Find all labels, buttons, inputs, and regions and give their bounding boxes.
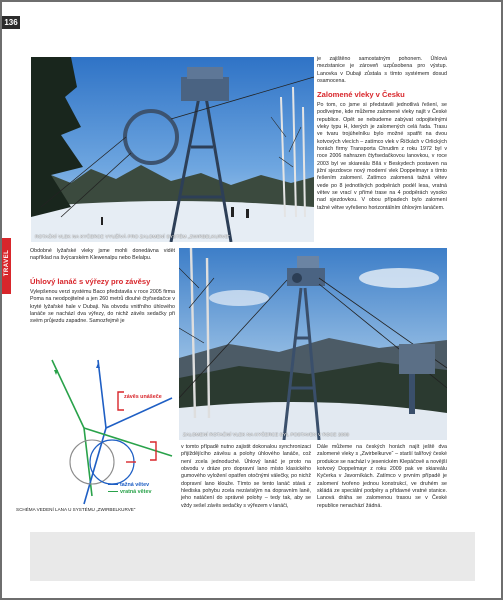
legend-return-swatch xyxy=(108,491,118,493)
photo-1-image xyxy=(31,57,314,242)
legend-traction xyxy=(108,482,151,489)
diagram-zwirbelkurve xyxy=(32,358,177,506)
section-tab-label: TRAVEL xyxy=(4,249,10,277)
photo-ski-lift-kycerka xyxy=(31,57,314,242)
photo-2-image xyxy=(179,248,447,440)
heading-zalomene-vleky: Zalomené vleky v Česku xyxy=(317,90,405,99)
page-number: 136 xyxy=(2,16,20,29)
heading-uhlovy-lanac: Úhlový lanáč s výřezy pro závěsy xyxy=(30,277,151,286)
right-column-body: Po tom, co jsme si představili jednotlivá řešení, se podívejme, kde můžeme zalomené vleky najít v České republice. Opět se nebudeme zabývat odpojitelnými vleky typu H, kterých je zalomených celá řada. Trasu ve tvaru trojúhelníku bylo možné spatřit na dvou kotvových vlecích – zatímco vlek v Říčkách v Orlických horách firmy Transporta Chrudim z roku 1972 byl v roce 2006 nahrazen čtyřsedačkovou lanovkou, v roce 2003 byl ve skiareálu Bílá v Beskydech postaven na jižní sjezdovce nový moderní vlek Doppelmayr s tímto řešením zalomení. Zatímco zalomená tažná větev vede po 8 jednotlivých podpěrách podél lesa, vratná větev se vrací v přímé trase na 4 podpěrách vysoko nad sjezdovkou. V obou případech bylo zalomení tažné větve vyřešeno horizontálním úhlovým lanáčem. xyxy=(317,102,447,211)
section-tab xyxy=(2,238,11,294)
diagram-legend xyxy=(108,482,151,496)
left-column-intro: Obdobné lyžařské vleky jsme mohli donedávna vidět například na švýcarském Klewenalpu nebo Belalpu. xyxy=(30,248,175,262)
legend-return xyxy=(108,489,151,496)
legend-traction-swatch xyxy=(108,484,118,486)
left-column-body: Vylepšenou verzi systému Baco představila v roce 2005 firma Poma na neodpojitelné a jen 260 metrů dlouhé čtyřsedačce v kryté lyžařské hale v Dubaji. Na obvodu vnitřního úhlového lanáče se nachází dva výřezy, do nichž závěs sedačky při svém průjezdu zapadne. Samozřejmě je xyxy=(30,289,175,325)
cable-routing-diagram xyxy=(32,358,177,506)
diagram-caption: SCHÉMA VEDENÍ LANA U SYSTÉMU „ZWIRBELKURVE“ xyxy=(16,507,136,512)
diagram-label-zaves: závěs unášeče xyxy=(124,394,162,400)
footer-gray-panel xyxy=(30,532,475,581)
photo-1-caption: ROTAČNÍ VLEK NA KYČERCE VYUŽÍVÁ PRO ZALOMENÍ SYSTÉM „ZWIRBELKURVE“ xyxy=(35,234,231,239)
photo-2-caption: ZALOMENÍ ROTAČNÍ VLEK NA KYČERCE BYL POSTAVEN V ROCE 2009 xyxy=(183,432,350,437)
legend-traction-label: tažná větev xyxy=(120,482,150,488)
photo-lift-turning-station xyxy=(179,248,447,440)
legend-return-label: vratná větev xyxy=(120,489,152,495)
right-column-intro: je zajištěno samostatným pohonem. Úhlová mezistanice je zároveň uzpůsobena pro výstup. Lanovka v Dubaji zůstala s tímto systémem dosud osamocena. xyxy=(317,56,447,85)
middle-bottom-body: v tomto případě nutno zajistit dokonalou synchronizaci přijíždějícího závěsu a polohy úhlového lanáče, což není zcela jednoduché. Úhlový lanáč je proto na obvodu v dráze pro dopravní lano místo klasického gumového vyložení opatřen otočnými válečky, po nichž dopravní lano klouže. Tímto se tento lanáč stává z hlediska pohybu zcela nezávislým na dopravním laně, jeho natáčení do správné polohy – tedy tak, aby se vždy sešel závěs sedačky s výřezem v lanáči, xyxy=(181,444,311,509)
right-bottom-body: Dále můžeme na českých horách najít ještě dva zalomené vleky s „Zwirbelkurve“ – starší talířový české produkce se nachází v jesenickém Klepáčově a novější kotvový Doppelmayr z roku 2009 pak ve skiareálu Kyčerka v Javorníkách. Zatímco v prvním případě je zalomení tvořeno jednou konstrukcí, ve druhém se skládá ze speciální podpěry a přídavné vratné stanice. Lanová dráha se zalomenou trasou se v České republice nenachází žádná. xyxy=(317,444,447,509)
magazine-page xyxy=(2,2,501,598)
